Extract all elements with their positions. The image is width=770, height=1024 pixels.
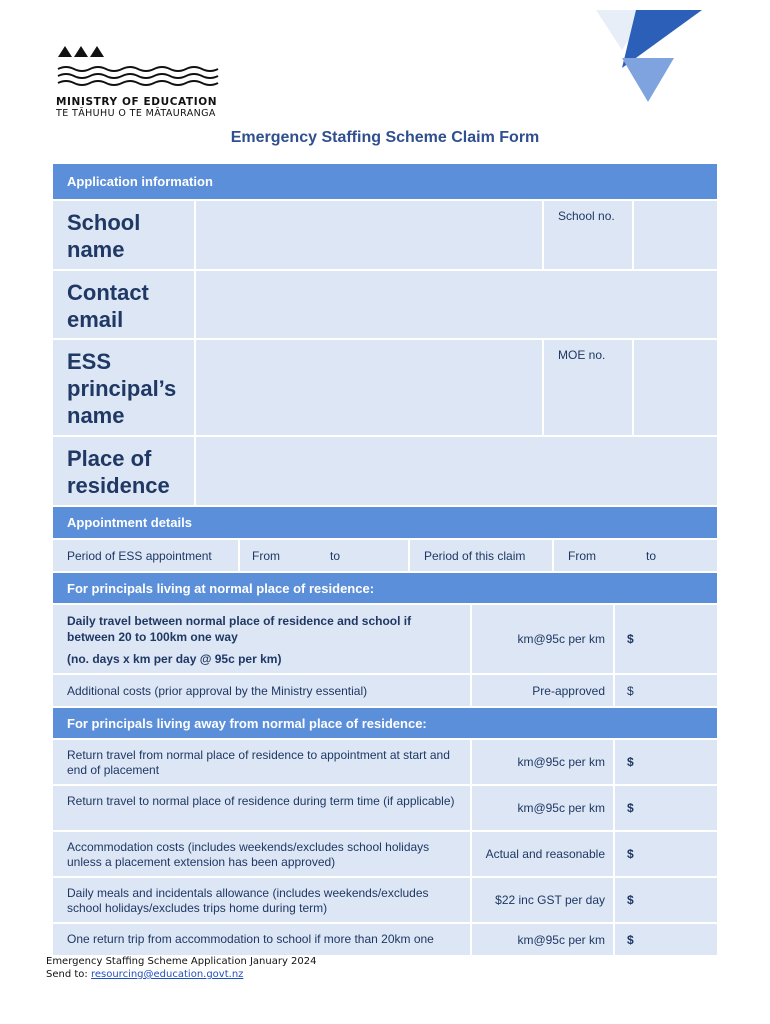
cost-amount[interactable]: $: [615, 786, 717, 830]
daily-travel-line2: (no. days x km per day @ 95c per km): [67, 652, 282, 666]
additional-costs-amount[interactable]: $: [615, 675, 717, 706]
from-label: From: [252, 548, 280, 563]
cost-desc: Return travel from normal place of residence to appointment at start and end of placement: [53, 740, 472, 784]
cost-desc: Accommodation costs (includes weekends/excludes school holidays unless a placement extension has been approved): [53, 832, 472, 876]
cost-rate[interactable]: $22 inc GST per day: [472, 878, 615, 922]
send-to-label: Send to:: [46, 969, 88, 980]
page-footer: [46, 955, 317, 981]
claim-period-dates[interactable]: [554, 540, 717, 571]
moe-no-label: MOE no.: [544, 340, 634, 435]
ess-principal-label: ESS principal’s name: [53, 340, 196, 435]
row-contact-email: [53, 271, 717, 340]
daily-travel-amount[interactable]: $: [615, 605, 717, 673]
section-appointment: [53, 507, 717, 540]
form-title: Emergency Staffing Scheme Claim Form: [230, 129, 540, 146]
school-name-label: School name: [53, 201, 196, 269]
row-periods: [53, 540, 717, 573]
decorative-triangles-icon: [592, 8, 704, 104]
table-row: [53, 786, 717, 832]
table-row: [53, 878, 717, 924]
daily-travel-rate[interactable]: km@95c per km: [472, 605, 615, 673]
to-label: to: [330, 548, 341, 563]
cost-rate[interactable]: Actual and reasonable: [472, 832, 615, 876]
section-header: Appointment details: [53, 507, 717, 538]
row-ess-principal: [53, 340, 717, 437]
cost-rate[interactable]: km@95c per km: [472, 740, 615, 784]
cost-desc: One return trip from accommodation to school if more than 20km one: [53, 924, 472, 955]
ess-period-label: Period of ESS appointment: [53, 540, 240, 571]
claim-form: [53, 164, 717, 955]
waves-icon: [56, 65, 220, 87]
cost-amount[interactable]: $: [615, 832, 717, 876]
section-header: For principals living at normal place of residence:: [53, 573, 717, 603]
table-row: [53, 832, 717, 878]
send-to-email-link[interactable]: resourcing@education.govt.nz: [90, 969, 244, 980]
send-to-line: [46, 968, 317, 981]
cost-rate[interactable]: km@95c per km: [472, 786, 615, 830]
moe-no-field[interactable]: [634, 340, 717, 435]
cost-rate[interactable]: km@95c per km: [472, 924, 615, 955]
ess-period-dates[interactable]: [240, 540, 410, 571]
school-name-field[interactable]: [196, 201, 544, 269]
org-name-maori: TE TĀHUHU O TE MĀTAURANGA: [56, 108, 216, 119]
daily-travel-line1: Daily travel between normal place of residence and school if between 20 to 100km one way: [67, 614, 412, 644]
school-no-label: School no.: [544, 201, 634, 269]
cost-amount[interactable]: $: [615, 878, 717, 922]
claim-period-label: Period of this claim: [410, 540, 554, 571]
daily-travel-desc: [53, 605, 472, 673]
residence-field[interactable]: [196, 437, 717, 505]
mountain-icon: [56, 44, 106, 58]
residence-label: Place of residence: [53, 437, 196, 505]
row-school-name: [53, 201, 717, 271]
cost-amount[interactable]: $: [615, 924, 717, 955]
from-label: From: [568, 548, 596, 563]
school-no-field[interactable]: [634, 201, 717, 269]
section-header: Application information: [53, 164, 717, 199]
ess-principal-field[interactable]: [196, 340, 544, 435]
ministry-logo: [56, 44, 236, 120]
section-away-residence: [53, 708, 717, 740]
contact-email-label: Contact email: [53, 271, 196, 338]
to-label: to: [646, 548, 657, 563]
additional-costs-rate[interactable]: Pre-approved: [472, 675, 615, 706]
row-additional-costs: [53, 675, 717, 708]
row-residence: [53, 437, 717, 507]
contact-email-field[interactable]: [196, 271, 717, 338]
doc-name: Emergency Staffing Scheme Application January 2024: [46, 956, 317, 967]
org-name: MINISTRY OF EDUCATION: [56, 96, 218, 108]
section-normal-residence: [53, 573, 717, 605]
table-row: [53, 740, 717, 786]
additional-costs-desc: Additional costs (prior approval by the Ministry essential): [53, 675, 472, 706]
cost-desc: Return travel to normal place of residence during term time (if applicable): [53, 786, 472, 830]
section-header: For principals living away from normal place of residence:: [53, 708, 717, 738]
row-daily-travel: [53, 605, 717, 675]
section-application: [53, 164, 717, 201]
cost-amount[interactable]: $: [615, 740, 717, 784]
table-row: [53, 924, 717, 955]
cost-desc: Daily meals and incidentals allowance (includes weekends/excludes school holidays/excludes trips home during term): [53, 878, 472, 922]
